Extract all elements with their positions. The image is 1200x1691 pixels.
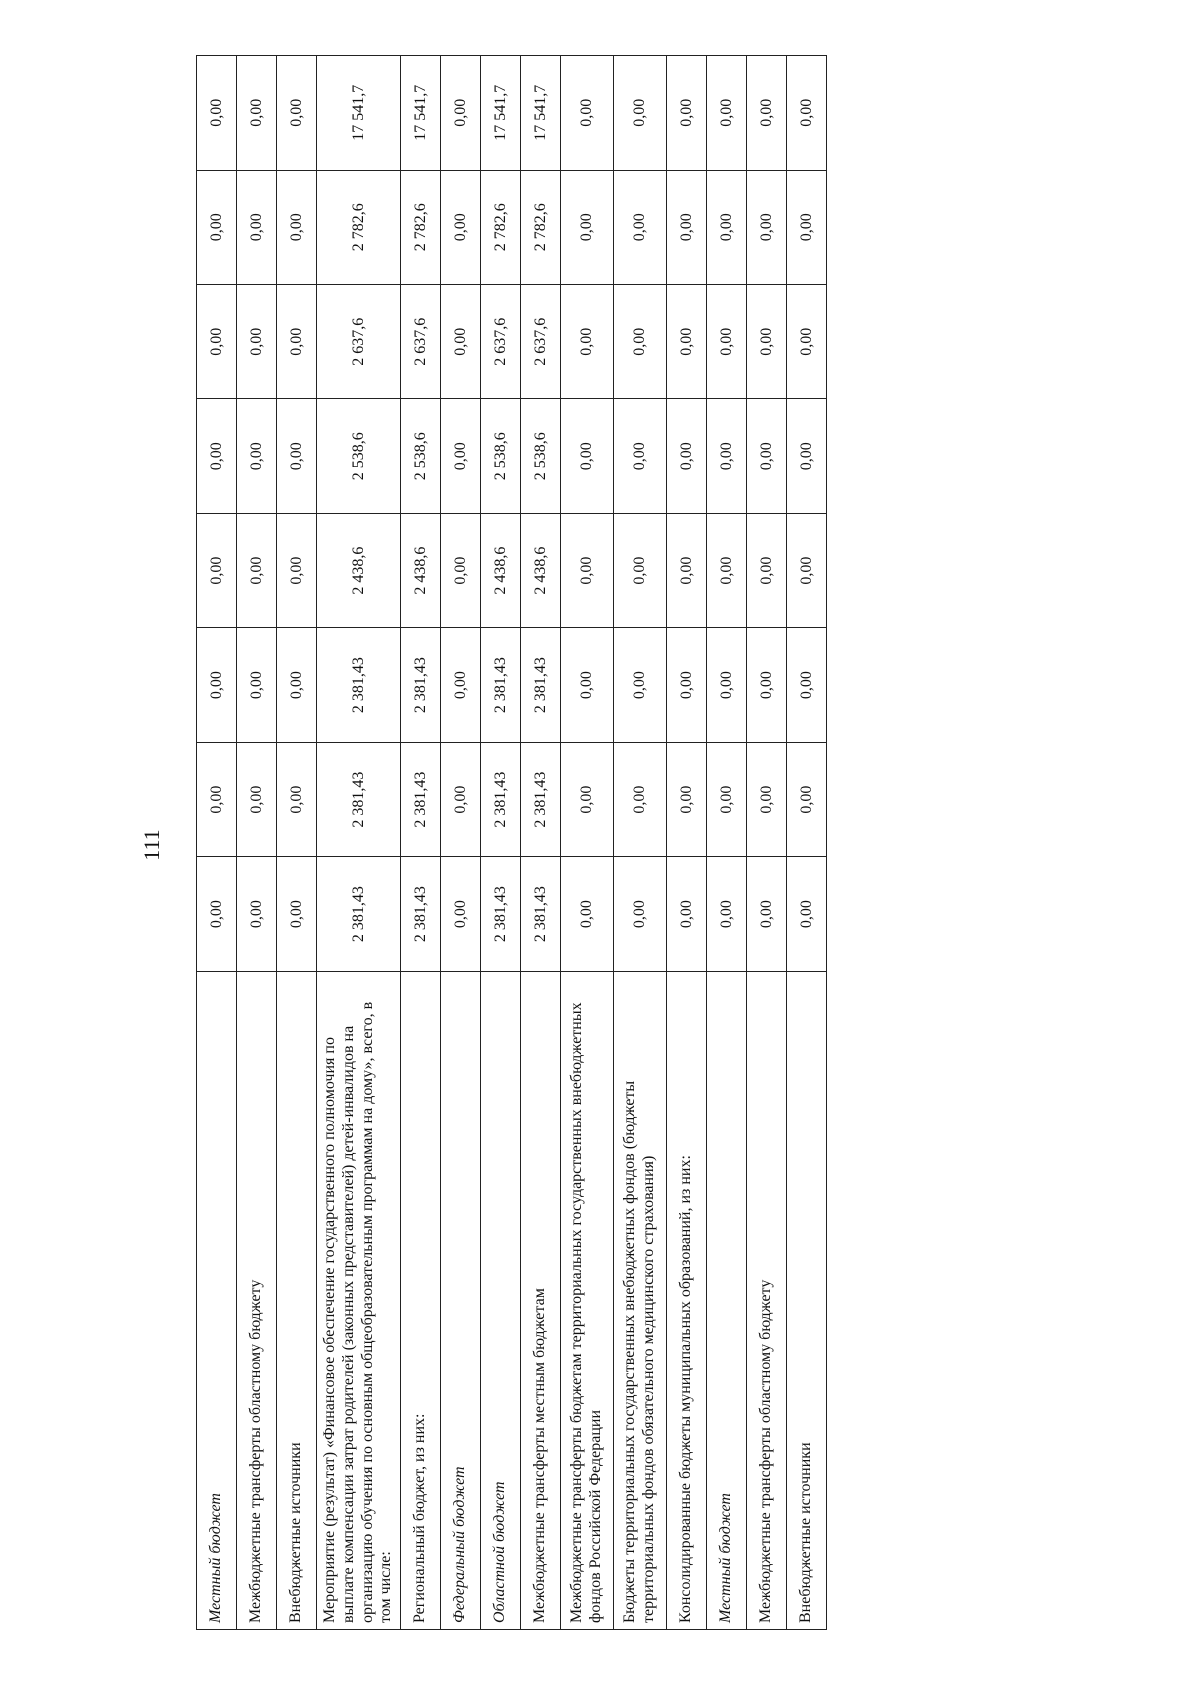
- row-label: Межбюджетные трансферты областному бюджету: [237, 971, 277, 1629]
- value-cell: 0,00: [707, 513, 747, 627]
- table-row: [277, 56, 317, 1630]
- value-cell: 0,00: [707, 628, 747, 742]
- row-label: Внебюджетные источники: [277, 971, 317, 1629]
- value-cell: 2 637,6: [521, 284, 561, 398]
- value-cell: 0,00: [277, 513, 317, 627]
- value-cell: 0,00: [441, 742, 481, 856]
- value-cell: 0,00: [561, 170, 614, 284]
- value-cell: 0,00: [277, 284, 317, 398]
- value-cell: 2 438,6: [521, 513, 561, 627]
- value-cell: 0,00: [667, 628, 707, 742]
- row-label: Мероприятие (результат) «Финансовое обеспечение государственного полномочия по выплате компенсации затрат родителей (законных представителей) детей-инвалидов на организацию обучения по основным общеобразовательным программам на дому», всего, в том числе:: [317, 971, 401, 1629]
- value-cell: 2 381,43: [521, 742, 561, 856]
- value-cell: 0,00: [561, 56, 614, 171]
- value-cell: 0,00: [561, 857, 614, 971]
- value-cell: 0,00: [277, 170, 317, 284]
- value-cell: 2 381,43: [401, 857, 441, 971]
- value-cell: 0,00: [237, 628, 277, 742]
- value-cell: 0,00: [667, 284, 707, 398]
- value-cell: 0,00: [707, 742, 747, 856]
- row-label: Межбюджетные трансферты областному бюджету: [747, 971, 787, 1629]
- value-cell: 0,00: [237, 742, 277, 856]
- value-cell: 0,00: [441, 56, 481, 171]
- value-cell: 0,00: [197, 628, 237, 742]
- row-label: Федеральный бюджет: [441, 971, 481, 1629]
- row-label: Местный бюджет: [197, 971, 237, 1629]
- value-cell: 0,00: [787, 399, 827, 513]
- table-row: [614, 56, 667, 1630]
- value-cell: 0,00: [561, 399, 614, 513]
- value-cell: 0,00: [197, 513, 237, 627]
- value-cell: 2 381,43: [317, 857, 401, 971]
- value-cell: 0,00: [277, 857, 317, 971]
- value-cell: 0,00: [197, 170, 237, 284]
- table-row: [521, 56, 561, 1630]
- value-cell: 0,00: [614, 170, 667, 284]
- value-cell: 2 637,6: [317, 284, 401, 398]
- value-cell: 2 782,6: [481, 170, 521, 284]
- value-cell: 0,00: [667, 399, 707, 513]
- value-cell: 0,00: [747, 513, 787, 627]
- value-cell: 0,00: [707, 56, 747, 171]
- row-label: Бюджеты территориальных государственных внебюджетных фондов (бюджеты территориальных фондов обязательного медицинского страхования): [614, 971, 667, 1629]
- value-cell: 0,00: [787, 284, 827, 398]
- value-cell: 0,00: [787, 56, 827, 171]
- value-cell: 0,00: [614, 56, 667, 171]
- table-row: [237, 56, 277, 1630]
- value-cell: 0,00: [747, 399, 787, 513]
- page-number: 111: [139, 829, 164, 861]
- value-cell: 0,00: [561, 513, 614, 627]
- value-cell: 0,00: [614, 284, 667, 398]
- value-cell: 2 782,6: [317, 170, 401, 284]
- value-cell: 0,00: [667, 513, 707, 627]
- value-cell: 0,00: [441, 628, 481, 742]
- value-cell: 2 782,6: [521, 170, 561, 284]
- value-cell: 2 438,6: [317, 513, 401, 627]
- value-cell: 0,00: [787, 857, 827, 971]
- value-cell: 0,00: [787, 170, 827, 284]
- value-cell: 2 381,43: [481, 628, 521, 742]
- value-cell: 2 381,43: [521, 628, 561, 742]
- table-row: [667, 56, 707, 1630]
- value-cell: 0,00: [237, 399, 277, 513]
- value-cell: 0,00: [707, 170, 747, 284]
- value-cell: 2 381,43: [401, 628, 441, 742]
- value-cell: 0,00: [197, 399, 237, 513]
- value-cell: 0,00: [614, 513, 667, 627]
- value-cell: 2 381,43: [481, 857, 521, 971]
- value-cell: 2 782,6: [401, 170, 441, 284]
- value-cell: 0,00: [614, 742, 667, 856]
- value-cell: 0,00: [787, 513, 827, 627]
- table-row: [401, 56, 441, 1630]
- budget-table-body: [197, 56, 827, 1630]
- value-cell: 0,00: [747, 742, 787, 856]
- value-cell: 0,00: [707, 857, 747, 971]
- value-cell: 2 381,43: [521, 857, 561, 971]
- row-label: Внебюджетные источники: [787, 971, 827, 1629]
- value-cell: 0,00: [237, 170, 277, 284]
- table-row: [561, 56, 614, 1630]
- value-cell: 0,00: [561, 742, 614, 856]
- value-cell: 0,00: [614, 857, 667, 971]
- value-cell: 0,00: [747, 284, 787, 398]
- value-cell: 2 538,6: [481, 399, 521, 513]
- value-cell: 0,00: [277, 56, 317, 171]
- value-cell: 2 538,6: [317, 399, 401, 513]
- value-cell: 0,00: [441, 513, 481, 627]
- value-cell: 0,00: [747, 56, 787, 171]
- value-cell: 2 538,6: [401, 399, 441, 513]
- row-label: Межбюджетные трансферты местным бюджетам: [521, 971, 561, 1629]
- value-cell: 0,00: [197, 857, 237, 971]
- value-cell: 0,00: [747, 170, 787, 284]
- table-row: [197, 56, 237, 1630]
- value-cell: 0,00: [197, 56, 237, 171]
- value-cell: 0,00: [277, 399, 317, 513]
- value-cell: 17 541,7: [317, 56, 401, 171]
- value-cell: 0,00: [277, 742, 317, 856]
- value-cell: 0,00: [561, 284, 614, 398]
- value-cell: 0,00: [667, 742, 707, 856]
- value-cell: 0,00: [747, 857, 787, 971]
- value-cell: 0,00: [787, 742, 827, 856]
- value-cell: 0,00: [787, 628, 827, 742]
- value-cell: 0,00: [707, 399, 747, 513]
- row-label: Местный бюджет: [707, 971, 747, 1629]
- value-cell: 2 438,6: [481, 513, 521, 627]
- table-row: [441, 56, 481, 1630]
- value-cell: 0,00: [667, 170, 707, 284]
- value-cell: 0,00: [614, 628, 667, 742]
- value-cell: 17 541,7: [481, 56, 521, 171]
- value-cell: 0,00: [237, 284, 277, 398]
- table-row: [481, 56, 521, 1630]
- value-cell: 0,00: [614, 399, 667, 513]
- value-cell: 2 381,43: [481, 742, 521, 856]
- value-cell: 0,00: [667, 56, 707, 171]
- value-cell: 2 381,43: [401, 742, 441, 856]
- value-cell: 0,00: [441, 399, 481, 513]
- table-row: [707, 56, 747, 1630]
- row-label: Консолидированные бюджеты муниципальных образований, из них:: [667, 971, 707, 1629]
- row-label: Межбюджетные трансферты бюджетам территориальных государственных внебюджетных фондов Российской Федерации: [561, 971, 614, 1629]
- value-cell: 0,00: [667, 857, 707, 971]
- value-cell: 0,00: [561, 628, 614, 742]
- row-label: Региональный бюджет, из них:: [401, 971, 441, 1629]
- budget-table: [196, 55, 827, 1630]
- budget-table-container: [196, 55, 815, 1630]
- value-cell: 0,00: [237, 857, 277, 971]
- table-row: [747, 56, 787, 1630]
- value-cell: 2 637,6: [401, 284, 441, 398]
- value-cell: 2 381,43: [317, 628, 401, 742]
- value-cell: 0,00: [277, 628, 317, 742]
- value-cell: 0,00: [441, 170, 481, 284]
- value-cell: 2 538,6: [521, 399, 561, 513]
- value-cell: 2 381,43: [317, 742, 401, 856]
- table-row: [787, 56, 827, 1630]
- value-cell: 0,00: [237, 56, 277, 171]
- value-cell: 0,00: [237, 513, 277, 627]
- value-cell: 2 438,6: [401, 513, 441, 627]
- value-cell: 0,00: [707, 284, 747, 398]
- value-cell: 17 541,7: [401, 56, 441, 171]
- value-cell: 0,00: [747, 628, 787, 742]
- value-cell: 0,00: [441, 857, 481, 971]
- row-label: Областной бюджет: [481, 971, 521, 1629]
- value-cell: 0,00: [197, 742, 237, 856]
- value-cell: 2 637,6: [481, 284, 521, 398]
- value-cell: 0,00: [197, 284, 237, 398]
- value-cell: 0,00: [441, 284, 481, 398]
- value-cell: 17 541,7: [521, 56, 561, 171]
- table-row: [317, 56, 401, 1630]
